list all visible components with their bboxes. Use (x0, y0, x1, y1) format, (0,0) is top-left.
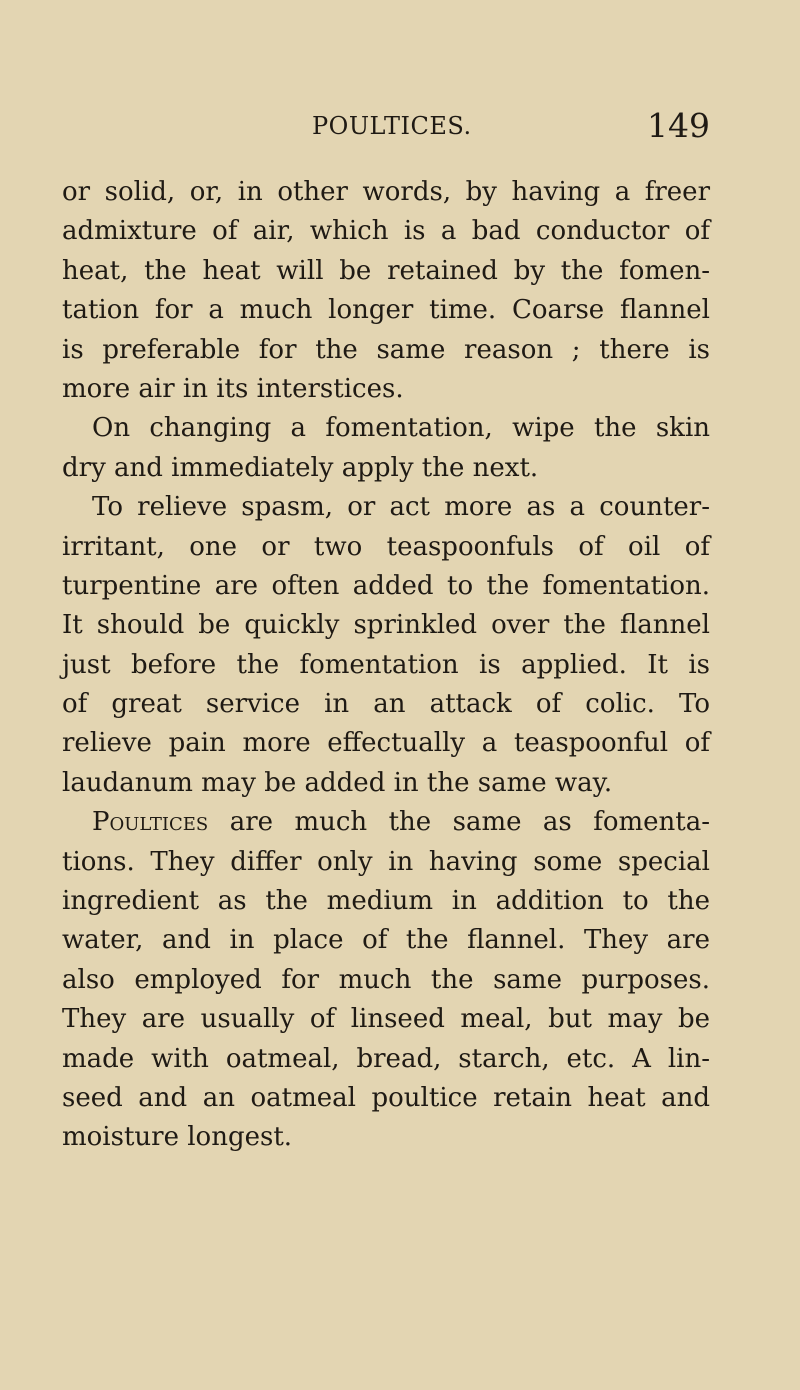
paragraph-3 (62, 488, 710, 803)
text-line: also employed for much the same purposes. (62, 964, 710, 995)
text-line: just before the fomentation is applied. It is (62, 649, 710, 680)
text-line: laudanum may be added in the same way. (62, 767, 613, 798)
text-line: They are usually of linseed meal, but may be (62, 1004, 710, 1035)
text-line: water, and in place of the flannel. They are (62, 925, 710, 956)
text-line: of great service in an attack of colic. To (62, 689, 710, 720)
running-title: POULTICES. (312, 112, 472, 140)
text-line: tions. They differ only in having some special (62, 846, 710, 877)
text-line: or solid, or, in other words, by having a freer (62, 177, 710, 207)
text-line: It should be quickly sprinkled over the flannel (62, 610, 710, 641)
text-line: tation for a much longer time. Coarse flannel (62, 295, 710, 326)
text-line: more air in its interstices. (62, 373, 404, 404)
body-text (62, 173, 710, 1158)
text-line: moisture longest. (62, 1122, 293, 1153)
paragraph-1 (62, 173, 710, 409)
section-lead: Poultices (92, 807, 209, 838)
running-header (62, 106, 710, 152)
paragraph-2 (62, 409, 710, 488)
text-line: relieve pain more effectually a teaspoonful of (62, 728, 710, 759)
text-line: ingredient as the medium in addition to the (62, 886, 710, 917)
text-line-rest: are much the same as fomenta- (208, 807, 710, 838)
text-line: made with oatmeal, bread, starch, etc. A lin- (62, 1043, 710, 1074)
text-line: is preferable for the same reason ; there is (62, 334, 710, 365)
text-line: irritant, one or two teaspoonfuls of oil of (62, 531, 710, 562)
text-line: To relieve spasm, or act more as a counter- (92, 492, 710, 523)
text-line: admixture of air, which is a bad conductor of (62, 216, 710, 247)
text-line: dry and immediately apply the next. (62, 452, 539, 483)
text-line: seed and an oatmeal poultice retain heat and (62, 1082, 710, 1113)
text-line (62, 803, 710, 842)
page-number: 149 (647, 106, 710, 145)
text-line: heat, the heat will be retained by the fomen- (62, 255, 710, 286)
text-line: turpentine are often added to the fomentation. (62, 570, 710, 601)
text-line: On changing a fomentation, wipe the skin (92, 413, 710, 444)
paragraph-4 (62, 803, 710, 1158)
